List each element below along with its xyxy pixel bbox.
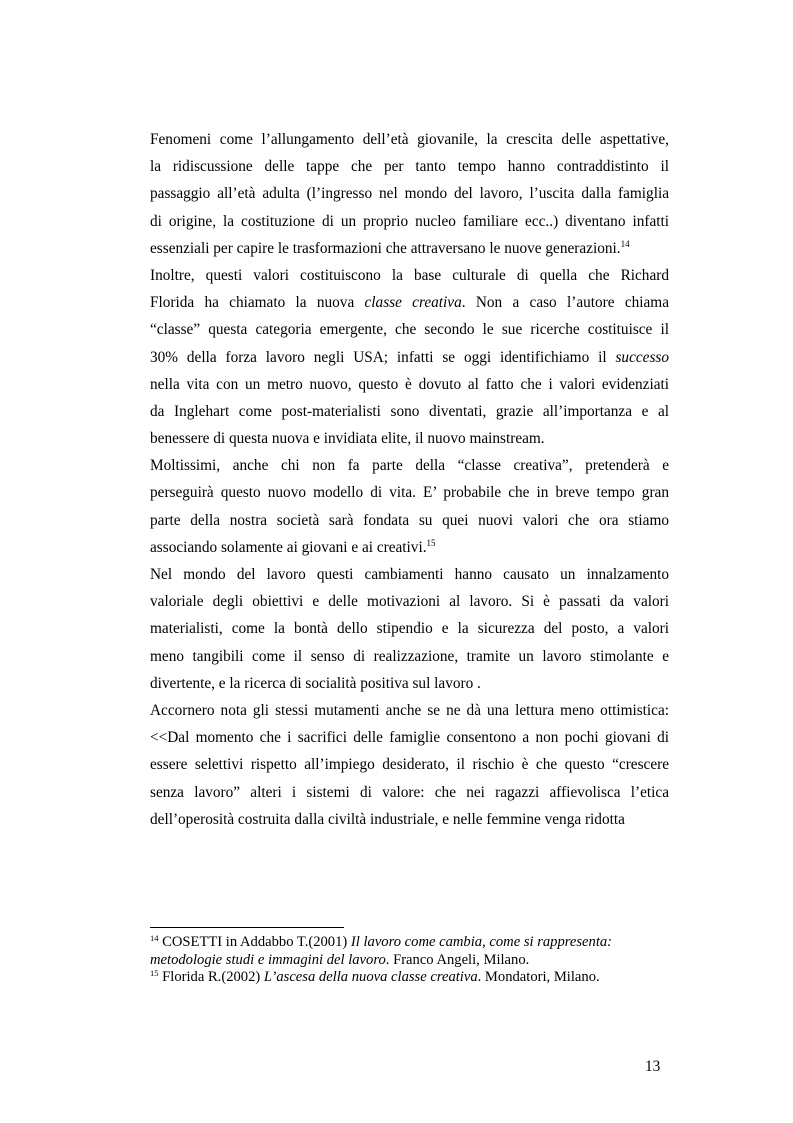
text-line (150, 452, 669, 479)
text-line (150, 262, 669, 289)
text-line (150, 561, 669, 588)
text-run: Moltissimi, anche chi non fa parte della “classe creativa”, pretenderà e (150, 457, 669, 475)
footnote-ref: 15 (426, 537, 436, 548)
text-line (150, 779, 669, 806)
paragraph (150, 452, 669, 561)
text-run: senza lavoro” alteri i sistemi di valore: che nei ragazzi affievolisca l’etica (150, 783, 669, 801)
text-run: L’ascesa della nuova classe creativa (263, 969, 478, 985)
text-run: “classe” questa categoria emergente, che secondo le sue ricerche costituisce il (150, 321, 669, 339)
text-run: Fenomeni come l’allungamento dell’età giovanile, la crescita delle aspettative, (150, 131, 669, 148)
text-run: . Mondatori, Milano. (477, 969, 600, 985)
text-line (150, 344, 669, 371)
text-run: materialisti, come la bontà dello stipendio e la sicurezza del posto, a valori (150, 620, 669, 638)
text-run: Nel mondo del lavoro questi cambiamenti hanno causato un innalzamento (150, 566, 669, 583)
paragraph (150, 126, 669, 262)
text-line (150, 180, 669, 207)
text-line (150, 208, 669, 235)
text-run: COSETTI in Addabbo T.(2001) (158, 934, 351, 950)
text-run: . Non a caso l’autore chiama (461, 294, 669, 312)
text-line (150, 235, 669, 262)
text-run: nella vita con un metro nuovo, questo è dovuto al fatto che i valori evidenziati (150, 375, 669, 393)
text-run: . Franco Angeli, Milano. (385, 951, 530, 968)
text-line (150, 724, 669, 751)
footnote (150, 934, 680, 969)
text-line (150, 751, 669, 778)
footnotes (150, 934, 680, 987)
footnote-line (150, 934, 680, 952)
text-line (150, 479, 669, 506)
text-line (150, 507, 669, 534)
paragraph (150, 561, 669, 697)
text-line (150, 643, 669, 670)
text-line (150, 371, 669, 398)
text-run: perseguirà questo nuovo modello di vita. E’ probabile che in breve tempo gran (150, 484, 669, 502)
text-run: Inoltre, questi valori costituiscono la base culturale di quella che Richard (150, 266, 669, 284)
page-number: 13 (645, 1058, 661, 1075)
text-run: Il lavoro come cambia, come si rappresenta: (350, 934, 613, 950)
text-line (150, 398, 669, 425)
text-line (150, 806, 669, 833)
text-run: divertente, e la ricerca di socialità positiva sul lavoro . (150, 674, 481, 692)
text-run: parte della nostra società sarà fondata su quei nuovi valori che ora stiamo (150, 511, 669, 529)
text-run: classe creativa (364, 294, 462, 312)
text-run: associando solamente ai giovani e ai creativi. (150, 538, 427, 556)
text-run: 30% della forza lavoro negli USA; infatti se oggi identifichiamo il (150, 348, 616, 366)
text-run: <<Dal momento che i sacrifici delle famiglie consentono a non pochi giovani di (150, 729, 669, 747)
text-run: valoriale degli obiettivi e delle motivazioni al lavoro. Si è passati da valori (150, 593, 669, 611)
text-run: benessere di questa nuova e invidiata elite, il nuovo mainstream. (150, 430, 545, 448)
text-line (150, 316, 669, 343)
text-line (150, 615, 669, 642)
text-run: passaggio all’età adulta (l’ingresso nel mondo del lavoro, l’uscita dalla famiglia (150, 185, 669, 203)
text-line (150, 425, 669, 452)
text-run: di origine, la costituzione di un proprio nucleo familiare ecc..) diventano infatti (150, 212, 669, 230)
text-run: Florida ha chiamato la nuova (150, 294, 365, 312)
text-line (150, 697, 669, 724)
footnote-ref: 14 (150, 933, 159, 943)
footnote-separator (150, 927, 344, 928)
text-run: essere selettivi rispetto all’impiego desiderato, il rischio è che questo “crescere (150, 756, 669, 774)
paragraph (150, 697, 669, 833)
text-line (150, 289, 669, 316)
main-text (150, 126, 669, 833)
text-run: da Inglehart come post-materialisti sono diventati, grazie all’importanza e al (150, 402, 669, 420)
footnote-ref: 14 (620, 238, 630, 249)
text-run: metodologie studi e immagini del lavoro (150, 951, 386, 968)
text-line (150, 670, 669, 697)
footnote-ref: 15 (150, 968, 159, 978)
footnote-line (150, 952, 680, 970)
text-run: essenziali per capire le trasformazioni che attraversano le nuove generazioni. (150, 239, 621, 257)
text-run: Accornero nota gli stessi mutamenti anche se ne dà una lettura meno ottimistica: (150, 701, 669, 719)
footnote-line (150, 969, 680, 987)
paragraph (150, 262, 669, 452)
text-line (150, 588, 669, 615)
text-run: successo (615, 348, 669, 366)
text-run: meno tangibili come il senso di realizzazione, tramite un lavoro stimolante e (150, 647, 669, 665)
text-line (150, 534, 669, 561)
text-line (150, 153, 669, 180)
text-run: Florida R.(2002) (158, 969, 264, 985)
footnote (150, 969, 680, 987)
text-run: dell’operosità costruita dalla civiltà industriale, e nelle femmine venga ridotta (150, 810, 625, 828)
text-run: la ridiscussione delle tappe che per tanto tempo hanno contraddistinto il (150, 158, 669, 176)
text-line (150, 126, 669, 153)
